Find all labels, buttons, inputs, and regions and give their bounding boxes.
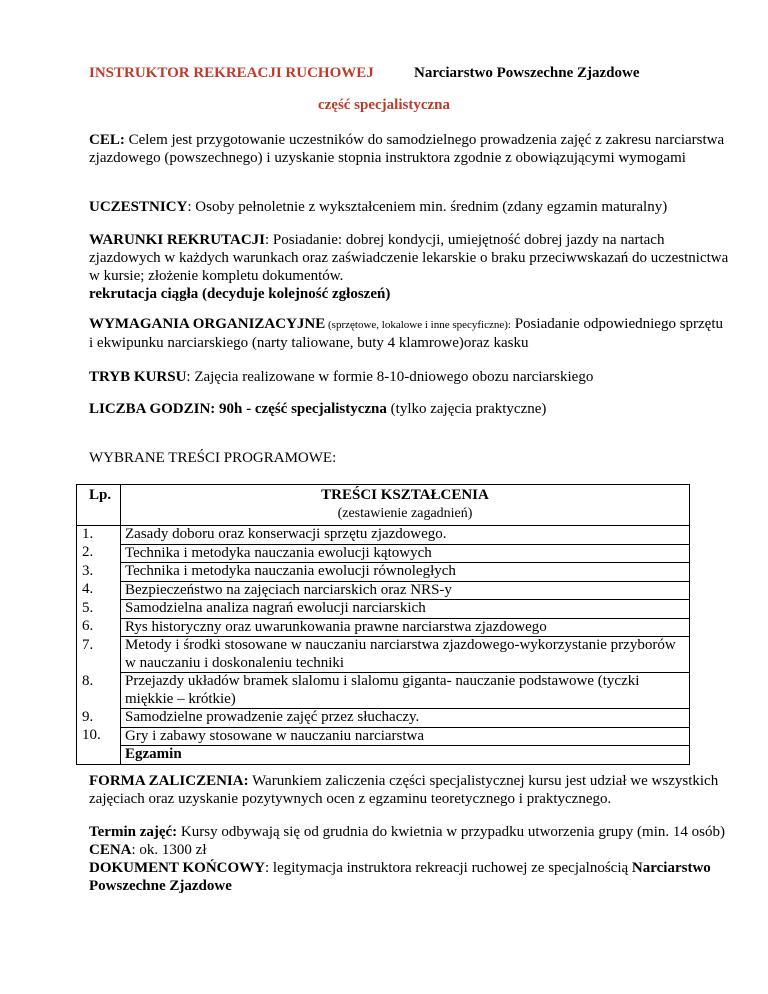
warunki-text: : Posiadanie: dobrej kondycji, umiejętność dobrej jazdy na nartach zjazdowych w każdych warunkach oraz zaświadczenie lekarskie o braku przeciwwskazań do uczestnictwa w kursie; złożenie kompletu dokumentów. [89,232,729,284]
termin-label: Termin zajęć: [89,824,178,840]
cena-label: CENA [89,842,132,858]
table-row [77,600,690,619]
row-text: Bezpieczeństwo na zajęciach narciarskich oraz NRS-y [121,581,690,600]
cel-label: CEL: [89,132,125,148]
table-row [77,563,690,582]
tryb-label: TRYB KURSU [89,369,187,385]
row-lp: 7. [77,637,121,673]
forma-label: FORMA ZALICZENIA: [89,773,249,789]
row-text: Technika i metodyka nauczania ewolucji równoległych [121,563,690,582]
row-text: Samodzielna analiza nagrań ewolucji narciarskich [121,600,690,619]
dokument-text: : legitymacja instruktora rekreacji ruchowej ze specjalnością [264,860,632,876]
row-lp: 5. [77,600,121,619]
cel-text: Celem jest przygotowanie uczestników do samodzielnego prowadzenia zajęć z zakresu narciarstwa zjazdowego (powszechnego) i uzyskanie stopnia instruktora zgodnie z obowiązującymi wymogami [89,132,725,166]
uczestnicy-section [89,198,729,216]
warunki-note: rekrutacja ciągła (decyduje kolejność zgłoszeń) [89,286,391,302]
row-lp: 9. [77,709,121,728]
uczestnicy-text: : Osoby pełnoletnie z wykształceniem min. średnim (zdany egzamin maturalny) [187,199,668,215]
table-row [77,526,690,545]
uczestnicy-label: UCZESTNICY [89,199,188,215]
course-part-subtitle: część specjalistyczna [317,97,451,113]
dokument-label: DOKUMENT KOŃCOWY [89,860,265,876]
row-lp: 4. [77,581,121,600]
table-row [77,637,690,673]
row-text: Rys historyczny oraz uwarunkowania prawne narciarstwa zjazdowego [121,618,690,637]
wymagania-small-note: (sprzętowe, lokalowe i inne specyficzne): [325,319,511,331]
header-lp: Lp. [77,485,121,526]
row-lp: 1. [77,526,121,545]
forma-text: Warunkiem zaliczenia części specjalistycznej kursu jest udział we wszystkich zajęciach oraz uzyskanie pozytywnych ocen z egzaminu teoretycznego i praktycznego. [89,773,719,807]
wymagania-section [89,315,729,352]
header-tresci-title: TREŚCI KSZTAŁCENIA [321,487,489,503]
termin-section [89,823,729,895]
termin-text: Kursy odbywają się od grudnia do kwietnia w przypadku utworzenia grupy (min. 14 osób) [177,824,725,840]
liczba-text: (tylko zajęcia praktyczne) [386,401,547,417]
course-title: INSTRUKTOR REKREACJI RUCHOWEJ [89,65,374,81]
table-final-row [77,746,690,765]
program-table [76,484,690,765]
wymagania-label: WYMAGANIA ORGANIZACYJNE [89,316,326,332]
course-specialty: Narciarstwo Powszechne Zjazdowe [414,65,640,81]
cel-section [89,131,729,167]
table-row [77,581,690,600]
liczba-section [89,400,729,418]
row-text: Technika i metodyka nauczania ewolucji kątowych [121,544,690,563]
wybrane-section [89,449,729,467]
table-row [77,618,690,637]
dokument-bold-end: Narciarstwo Powszechne Zjazdowe [89,860,711,894]
cena-text: : ok. 1300 zł [131,842,207,858]
row-text: Zasady doboru oraz konserwacji sprzętu zjazdowego. [121,526,690,545]
row-text: Gry i zabawy stosowane w nauczaniu narciarstwa [121,727,690,746]
table-row [77,727,690,746]
row-lp: 8. [77,673,121,709]
row-text: Metody i środki stosowane w nauczaniu narciarstwa zjazdowego-wykorzystanie przyborów w nauczaniu i doskonaleniu techniki [121,637,690,673]
tryb-text: : Zajęcia realizowane w formie 8-10-dniowego obozu narciarskiego [186,369,594,385]
row-lp: 3. [77,563,121,582]
table-header-row [77,485,690,526]
header-tresci-sub: (zestawienie zagadnień) [337,505,473,521]
row-lp: 10. [77,727,121,746]
header-tresci [121,485,690,526]
table-row [77,709,690,728]
wybrane-text: : [332,450,337,466]
wybrane-label: WYBRANE TREŚCI PROGRAMOWE [89,450,333,466]
wymagania-text: Posiadanie odpowiedniego sprzętu i ekwipunku narciarskiego (narty taliowane, buty 4 klamrowe)oraz kasku [89,316,724,351]
table-row [77,544,690,563]
row-text: Przejazdy układów bramek slalomu i slalomu giganta- nauczanie podstawowe (tyczki miękkie – krótkie) [121,673,690,709]
forma-section [89,772,729,808]
warunki-section [89,231,729,303]
warunki-label: WARUNKI REKRUTACJI [89,232,265,248]
table-row [77,673,690,709]
final-lp [77,746,121,765]
row-text: Samodzielne prowadzenie zajęć przez słuchaczy. [121,709,690,728]
row-lp: 2. [77,544,121,563]
final-egzamin: Egzamin [121,746,690,765]
tryb-section [89,368,729,386]
liczba-label: LICZBA GODZIN: 90h - część specjalistyczna [89,401,387,417]
row-lp: 6. [77,618,121,637]
